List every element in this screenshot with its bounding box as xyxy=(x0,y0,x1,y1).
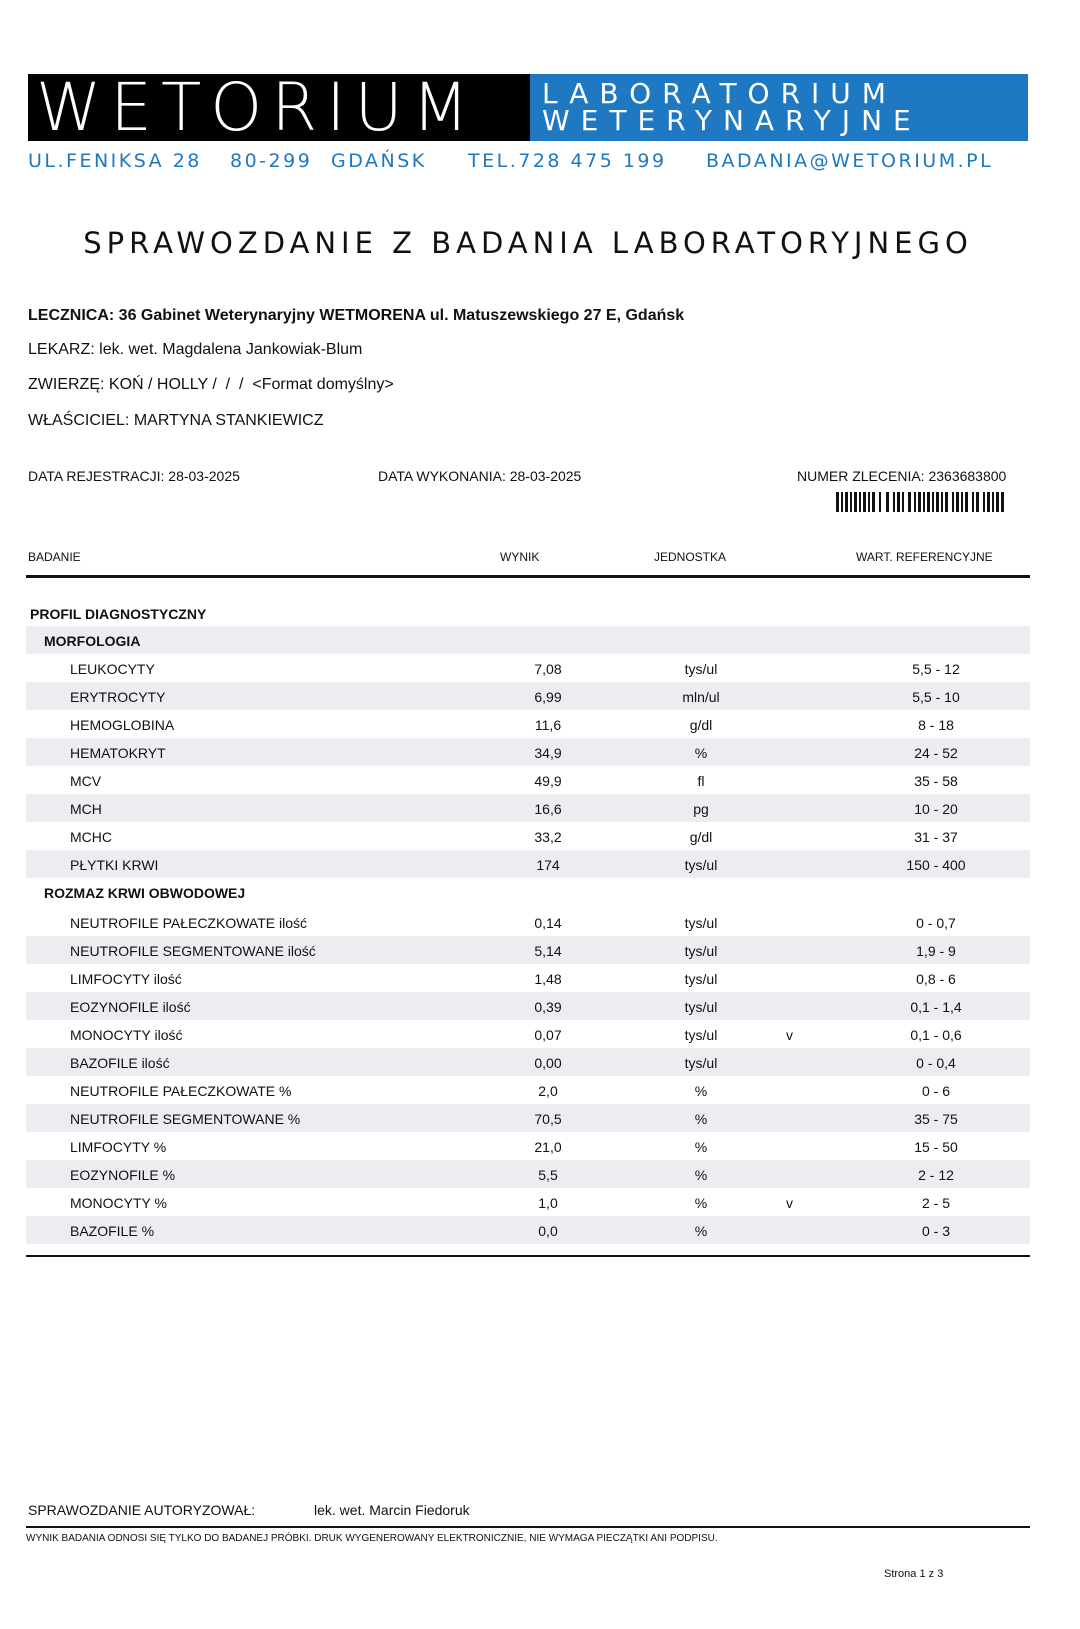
test-name: BAZOFILE ilość xyxy=(70,1055,170,1071)
test-reference: 0 - 0,7 xyxy=(916,915,956,931)
table-row xyxy=(26,1132,1030,1160)
test-result: 5,5 xyxy=(538,1167,558,1183)
table-end-divider xyxy=(26,1255,1030,1257)
test-result: 11,6 xyxy=(534,717,562,733)
test-unit: tys/ul xyxy=(684,999,718,1015)
table-row xyxy=(26,1160,1030,1188)
test-unit: fl xyxy=(697,773,705,789)
section-title: MORFOLOGIA xyxy=(44,633,141,649)
registration-date: DATA REJESTRACJI: 28-03-2025 xyxy=(28,468,240,484)
test-reference: 0,8 - 6 xyxy=(916,971,956,987)
vet-value: lek. wet. Magdalena Jankowiak-Blum xyxy=(99,341,363,358)
test-reference: 24 - 52 xyxy=(914,745,958,761)
header-divider xyxy=(26,575,1030,578)
test-reference: 5,5 - 12 xyxy=(912,661,960,677)
page-title: SPRAWOZDANIE Z BADANIA LABORATORYJNEGO xyxy=(83,226,973,260)
test-name: MCV xyxy=(70,773,102,789)
test-result: 0,14 xyxy=(534,915,562,931)
barcode xyxy=(836,492,1004,512)
test-unit: % xyxy=(694,1223,708,1239)
table-row xyxy=(26,908,1030,936)
test-result: 6,99 xyxy=(534,689,562,705)
brand-subtitle-line1: LABORATORIUM xyxy=(542,77,897,110)
test-flag: v xyxy=(786,1195,793,1211)
city: GDAŃSK xyxy=(331,150,427,172)
table-row xyxy=(26,1048,1030,1076)
test-unit: tys/ul xyxy=(684,971,718,987)
test-name: MONOCYTY ilość xyxy=(70,1027,183,1043)
section-title: ROZMAZ KRWI OBWODOWEJ xyxy=(44,885,246,901)
test-name: MCH xyxy=(70,801,102,817)
clinic-info xyxy=(28,307,684,325)
section-row-rozmaz xyxy=(26,878,1030,906)
col-header-result: WYNIK xyxy=(500,550,540,564)
clinic-label: LECZNICA: xyxy=(28,307,115,324)
test-reference: 0 - 0,4 xyxy=(916,1055,956,1071)
test-reference: 1,9 - 9 xyxy=(916,943,956,959)
test-result: 0,39 xyxy=(534,999,562,1015)
test-result: 16,6 xyxy=(534,801,562,817)
col-header-unit: JEDNOSTKA xyxy=(654,550,727,564)
test-name: PŁYTKI KRWI xyxy=(70,857,159,873)
table-row xyxy=(26,1188,1030,1216)
test-reference: 2 - 5 xyxy=(921,1195,950,1211)
test-unit: g/dl xyxy=(689,717,713,733)
test-reference: 10 - 20 xyxy=(914,801,958,817)
test-result: 33,2 xyxy=(534,829,562,845)
table-row xyxy=(26,850,1030,878)
test-unit: % xyxy=(694,1195,708,1211)
test-reference: 35 - 75 xyxy=(914,1111,958,1127)
test-result: 5,14 xyxy=(534,943,562,959)
table-row xyxy=(26,654,1030,682)
execution-date: DATA WYKONANIA: 28-03-2025 xyxy=(378,468,582,484)
table-row xyxy=(26,710,1030,738)
test-reference: 2 - 12 xyxy=(918,1167,954,1183)
test-name: NEUTROFILE SEGMENTOWANE ilość xyxy=(70,943,316,959)
table-row xyxy=(26,822,1030,850)
test-name: NEUTROFILE SEGMENTOWANE % xyxy=(70,1111,301,1127)
brand-subtitle xyxy=(530,74,1028,141)
table-row xyxy=(26,682,1030,710)
animal-info xyxy=(28,376,394,394)
clinic-value: 36 Gabinet Weterynaryjny WETMORENA ul. Matuszewskiego 27 E, Gdańsk xyxy=(118,307,685,324)
section-row-morfologia xyxy=(26,626,1030,654)
test-name: HEMATOKRYT xyxy=(70,745,166,761)
authorized-by: lek. wet. Marcin Fiedoruk xyxy=(314,1502,470,1518)
table-row xyxy=(26,992,1030,1020)
test-unit: pg xyxy=(693,801,709,817)
test-reference: 0,1 - 0,6 xyxy=(910,1027,962,1043)
table-row xyxy=(26,1216,1030,1244)
disclaimer: WYNIK BADANIA ODNOSI SIĘ TYLKO DO BADANEJ PRÓBKI. DRUK WYGENEROWANY ELEKTRONICZNIE, NIE WYMAGA PIECZĄTKI ANI PODPISU. xyxy=(26,1533,718,1544)
test-name: MCHC xyxy=(70,829,112,845)
table-row xyxy=(26,1076,1030,1104)
test-flag: v xyxy=(786,1027,793,1043)
test-unit: tys/ul xyxy=(684,915,718,931)
test-unit: % xyxy=(694,1111,708,1127)
owner-value: MARTYNA STANKIEWICZ xyxy=(133,412,324,429)
test-name: NEUTROFILE PAŁECZKOWATE % xyxy=(70,1083,292,1099)
owner-label: WŁAŚCICIEL: xyxy=(28,412,130,429)
test-reference: 150 - 400 xyxy=(906,857,966,873)
test-result: 0,00 xyxy=(534,1055,562,1071)
table-row xyxy=(26,1104,1030,1132)
test-result: 2,0 xyxy=(538,1083,558,1099)
test-name: EOZYNOFILE ilość xyxy=(70,999,191,1015)
test-unit: tys/ul xyxy=(684,1055,718,1071)
table-row xyxy=(26,794,1030,822)
brand-logo: WETORIUM xyxy=(28,74,530,141)
test-result: 1,48 xyxy=(534,971,562,987)
test-unit: % xyxy=(694,745,708,761)
test-unit: tys/ul xyxy=(684,857,718,873)
animal-label: ZWIERZĘ: xyxy=(28,376,105,393)
test-result: 21,0 xyxy=(534,1139,562,1155)
table-row xyxy=(26,738,1030,766)
table-row xyxy=(26,766,1030,794)
test-reference: 0 - 3 xyxy=(921,1223,950,1239)
vet-label: LEKARZ: xyxy=(28,341,95,358)
test-reference: 5,5 - 10 xyxy=(912,689,960,705)
test-result: 70,5 xyxy=(534,1111,562,1127)
test-name: LIMFOCYTY % xyxy=(70,1139,167,1155)
test-unit: % xyxy=(694,1167,708,1183)
test-result: 7,08 xyxy=(534,661,562,677)
test-name: ERYTROCYTY xyxy=(70,689,166,705)
vet-info xyxy=(28,341,362,359)
table-row xyxy=(26,936,1030,964)
test-unit: mln/ul xyxy=(682,689,720,705)
test-name: EOZYNOFILE % xyxy=(70,1167,176,1183)
phone: TEL.728 475 199 xyxy=(468,150,667,172)
test-result: 174 xyxy=(536,857,560,873)
brand-subtitle-line2: WETERYNARYJNE xyxy=(542,104,922,137)
test-reference: 0,1 - 1,4 xyxy=(910,999,962,1015)
table-row xyxy=(26,1020,1030,1048)
page-number: Strona 1 z 3 xyxy=(884,1568,944,1580)
test-reference: 8 - 18 xyxy=(918,717,954,733)
test-unit: % xyxy=(694,1083,708,1099)
email-link[interactable]: BADANIA@WETORIUM.PL xyxy=(706,150,994,172)
test-reference: 15 - 50 xyxy=(914,1139,958,1155)
table-row xyxy=(26,964,1030,992)
test-unit: tys/ul xyxy=(684,661,718,677)
contact-line xyxy=(28,150,1028,174)
test-result: 1,0 xyxy=(538,1195,558,1211)
test-name: LEUKOCYTY xyxy=(70,661,155,677)
order-number: NUMER ZLECENIA: 2363683800 xyxy=(797,468,1007,484)
profile-title: PROFIL DIAGNOSTYCZNY xyxy=(30,606,207,622)
test-reference: 35 - 58 xyxy=(914,773,958,789)
address: UL.FENIKSA 28 xyxy=(28,150,202,172)
test-result: 0,0 xyxy=(538,1223,558,1239)
authorized-label: SPRAWOZDANIE AUTORYZOWAŁ: xyxy=(28,1502,256,1518)
test-unit: tys/ul xyxy=(684,1027,718,1043)
col-header-reference: WART. REFERENCYJNE xyxy=(856,550,993,564)
postal-code: 80-299 xyxy=(230,150,313,172)
test-name: LIMFOCYTY ilość xyxy=(70,971,182,987)
animal-value: KOŃ / HOLLY / / / <Format domyślny> xyxy=(108,376,394,393)
test-unit: tys/ul xyxy=(684,943,718,959)
test-unit: % xyxy=(694,1139,708,1155)
header-banner xyxy=(28,74,1028,141)
test-result: 49,9 xyxy=(534,773,562,789)
test-name: HEMOGLOBINA xyxy=(70,717,175,733)
test-name: NEUTROFILE PAŁECZKOWATE ilość xyxy=(70,915,307,931)
test-result: 34,9 xyxy=(534,745,562,761)
test-unit: g/dl xyxy=(689,829,713,845)
test-reference: 0 - 6 xyxy=(921,1083,950,1099)
test-name: MONOCYTY % xyxy=(70,1195,167,1211)
owner-info xyxy=(28,412,323,430)
footer-divider xyxy=(26,1526,1030,1528)
test-reference: 31 - 37 xyxy=(914,829,958,845)
test-result: 0,07 xyxy=(534,1027,562,1043)
col-header-test: BADANIE xyxy=(28,550,81,564)
test-name: BAZOFILE % xyxy=(70,1223,155,1239)
